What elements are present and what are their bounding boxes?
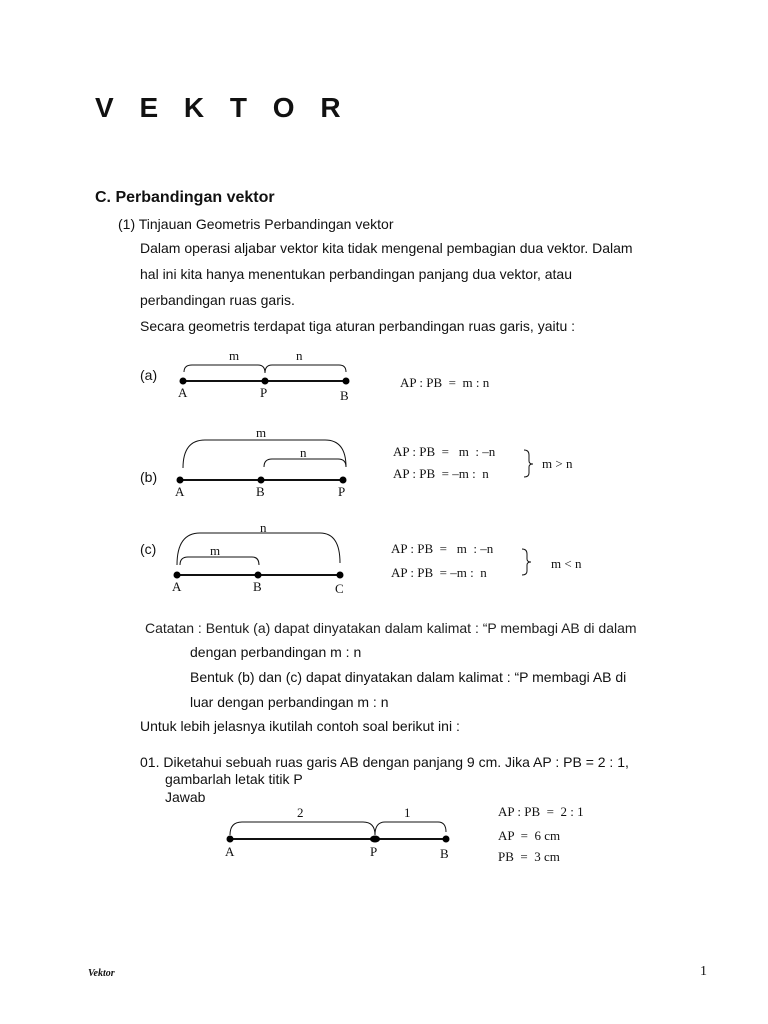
example-answer-label: Jawab [165,789,206,805]
point-label: P [260,385,268,400]
point-label: B [340,388,349,403]
page-title: V E K T O R [95,92,350,123]
brace-label: 1 [404,805,411,820]
page-number: 1 [700,964,707,979]
brace-label: n [296,348,303,363]
point [343,378,350,385]
point [370,836,380,843]
equation: AP : PB = m : –n [391,541,494,556]
equation: AP : PB = m : –n [393,444,496,459]
equation: PB = 3 cm [498,849,560,864]
point-label: A [172,579,182,594]
note-line: dengan perbandingan m : n [190,644,362,660]
brace-label: n [300,445,307,460]
point [340,477,347,484]
point [180,378,187,385]
example-diagram [225,804,584,864]
equation: AP : PB = –m : n [391,565,487,580]
condition: m < n [551,556,582,571]
curly-brace [524,450,533,477]
condition: m > n [542,456,573,471]
brace [180,557,259,565]
point-label: A [225,844,235,859]
point [262,378,269,385]
point-label: B [256,484,265,499]
note-line: Catatan : Bentuk (a) dapat dinyatakan dalam kalimat : “P membagi AB di dalam [145,620,637,636]
point [255,572,262,579]
point-label: P [370,844,378,859]
diagram-c [140,520,582,596]
point [177,477,184,484]
point [443,836,450,843]
paragraph-line: Dalam operasi aljabar vektor kita tidak mengenal pembagian dua vektor. Dalam [140,240,633,256]
brace [264,459,346,467]
footer-title: Vektor [88,968,115,979]
point [227,836,234,843]
example-question: 01. Diketahui sebuah ruas garis AB dengan panjang 9 cm. Jika AP : PB = 2 : 1, [140,754,629,770]
point [174,572,181,579]
point-label: A [175,484,185,499]
point-label: B [253,579,262,594]
section-heading: C. Perbandingan vektor [95,189,275,206]
paragraph-line: perbandingan ruas garis. [140,292,295,308]
example-question: gambarlah letak titik P [165,771,303,787]
point-label: P [338,484,346,499]
brace-label: m [256,425,267,440]
brace-label: 2 [297,805,304,820]
equation: AP : PB = m : n [400,375,490,390]
diagram-b [140,425,573,499]
curly-brace [522,549,531,575]
point [258,477,265,484]
diagram-label: (c) [140,541,157,557]
point-label: C [335,581,344,596]
note-line: luar dengan perbandingan m : n [190,694,389,710]
brace [184,365,346,373]
brace-label: n [260,520,267,535]
subsection-heading: (1) Tinjauan Geometris Perbandingan vektor [118,216,394,232]
point-label: B [440,846,449,861]
brace [230,822,446,835]
point-label: A [178,385,188,400]
point [337,572,344,579]
diagram-label: (b) [140,469,158,485]
diagram-a [140,348,490,403]
brace-label: m [210,543,221,558]
brace-label: m [229,348,240,363]
equation: AP = 6 cm [498,828,561,843]
example-intro: Untuk lebih jelasnya ikutilah contoh soal berikut ini : [140,718,460,734]
equation: AP : PB = –m : n [393,466,489,481]
paragraph-line: Secara geometris terdapat tiga aturan perbandingan ruas garis, yaitu : [140,318,576,334]
paragraph-line: hal ini kita hanya menentukan perbandingan panjang dua vektor, atau [140,266,572,282]
note-line: Bentuk (b) dan (c) dapat dinyatakan dalam kalimat : “P membagi AB di [190,669,627,685]
diagram-label: (a) [140,367,158,383]
equation: AP : PB = 2 : 1 [498,804,584,819]
